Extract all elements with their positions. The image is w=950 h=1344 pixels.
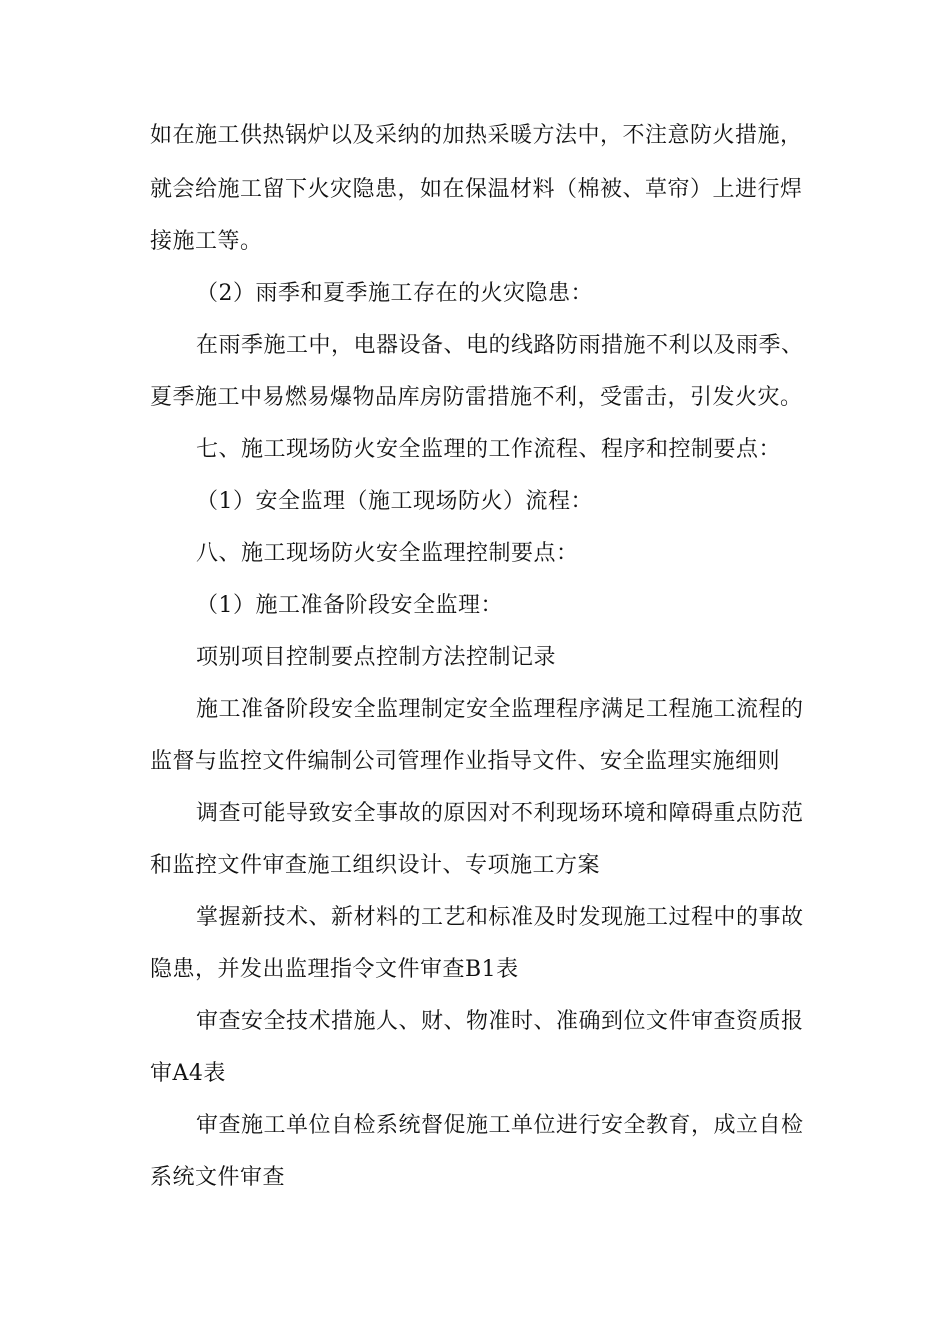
subheading-line: （1）安全监理（施工现场防火）流程： bbox=[196, 489, 593, 514]
subheading-line: （1）施工准备阶段安全监理： bbox=[196, 593, 503, 618]
paragraph-line: 如在施工供热锅炉以及采纳的加热采暖方法中，不注意防火措施， bbox=[150, 123, 803, 148]
paragraph-line: 隐患，并发出监理指令文件审查B1表 bbox=[150, 957, 519, 982]
paragraph-line: 审查施工单位自检系统督促施工单位进行安全教育，成立自检 bbox=[196, 1113, 804, 1138]
section-heading: 八、施工现场防火安全监理控制要点： bbox=[196, 541, 579, 566]
paragraph-line: 夏季施工中易燃易爆物品库房防雷措施不利，受雷击，引发火灾。 bbox=[150, 385, 803, 410]
paragraph-line: 审查安全技术措施人、财、物准时、准确到位文件审查资质报 bbox=[196, 1009, 804, 1034]
paragraph-line: 在雨季施工中，电器设备、电的线路防雨措施不利以及雨季、 bbox=[196, 333, 804, 358]
paragraph-line: 调查可能导致安全事故的原因对不利现场环境和障碍重点防范 bbox=[196, 801, 804, 826]
paragraph-line: 接施工等。 bbox=[150, 229, 263, 254]
paragraph-line: 和监控文件审查施工组织设计、专项施工方案 bbox=[150, 853, 601, 878]
section-heading: 七、施工现场防火安全监理的工作流程、程序和控制要点： bbox=[196, 437, 782, 462]
paragraph-line: 项别项目控制要点控制方法控制记录 bbox=[196, 645, 557, 670]
subheading-line: （2）雨季和夏季施工存在的火灾隐患： bbox=[196, 281, 593, 306]
paragraph-line: 掌握新技术、新材料的工艺和标准及时发现施工过程中的事故 bbox=[196, 905, 804, 930]
paragraph-line: 就会给施工留下火灾隐患，如在保温材料（棉被、草帘）上进行焊 bbox=[150, 177, 803, 202]
paragraph-line: 系统文件审查 bbox=[150, 1165, 286, 1190]
paragraph-line: 施工准备阶段安全监理制定安全监理程序满足工程施工流程的 bbox=[196, 697, 804, 722]
paragraph-line: 审A4表 bbox=[150, 1061, 226, 1086]
paragraph-line: 监督与监控文件编制公司管理作业指导文件、安全监理实施细则 bbox=[150, 749, 781, 774]
